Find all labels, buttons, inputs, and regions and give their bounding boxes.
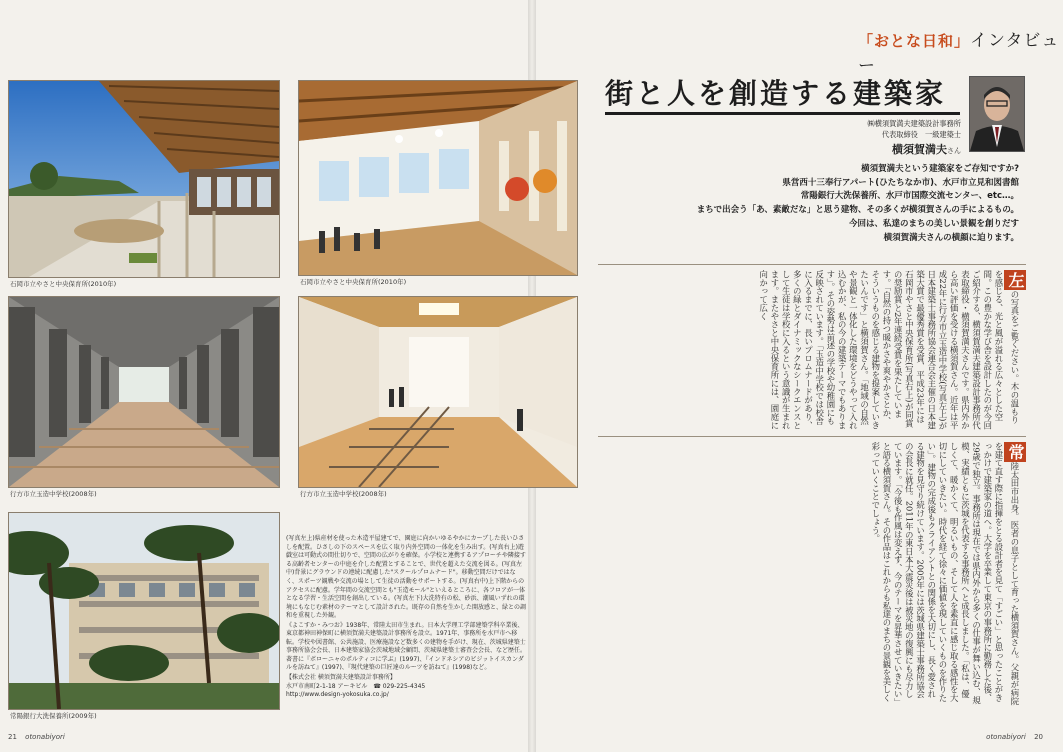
body-text-lower bbox=[598, 442, 1026, 706]
person-name-text: 横須賀満夫 bbox=[892, 143, 947, 156]
caption-photo-2: 石岡市立やさと中央保育所(2010年) bbox=[300, 278, 407, 286]
architect-bio bbox=[286, 622, 526, 700]
page-number-left: 21 bbox=[8, 733, 17, 741]
article-title: 街と人を創造する建築家 bbox=[605, 77, 947, 110]
photo-bank-resort-image bbox=[9, 513, 279, 709]
photo-school-interior-image bbox=[299, 297, 577, 487]
body-upper-text: の写真をご覧ください。木の温もりを感じる、光と風が溢れる広々とした空間。この豊かな学び舎を設計したのが今回ご紹介する、横須賀満夫建築設計事務所代表取締役・横須賀満夫さんです。県内外から高い評価を受ける横須賀さん。近年は平成22年に行方市立玉造中学校(写真左上)が日本建築士事務所協会連合会主催の日本建築大賞で最優秀賞を受賞、平成23年には石岡市やさと中央保育所(写真右上)が同賞の奨励賞と2年連続受賞を果たしています。「自然の持つ暖かさや爽やかさとか、そういうものを感じる建物を提案していきたいんです」と横須賀さん。「地域の自然や景観と一体化した環境をどうやって入れ込むかが、私の今の建築テーマでもあります」。その姿勢は前述の学校や幼稚園にも反映されています。「玉造中学校では校舎に入るまでに、長いプロムナードがあり、多くの緑とダイナミックなシークエンスとして生徒は学校に入るという意識が生まれます。またやさと中央保育所には、園庭に向かって広く bbox=[758, 270, 1020, 430]
body-lower-text: 陸太田市出身。医者の息子として育った横須賀さん。父親が病院を建て直す際に指揮をとる設計者を見て「すごい」と思ったことがきっかけで建築家の道へ。大学を卒業して東京の事務所に勤務した後、29歳で独立。事務所は現在では県内外から多くの仕事が舞い込む、規模、実績ともに茨城を代表する事務所へと成長しました。「私は、優しくて、暖かくて、明るいもの、そして人を素直に感じ取る感性を大切にしていきたい。時代を経て徐々に価値を現していくものを作りたい」。建物の完成後もクライアントとの関係を大切にし、長く愛される建物を見守り続けています。2005年には茨城県建築士事務所協会の会長に就任。2011年の東日本大震災後は被災地の復興にも尽力しています。「今後も作風は変えず、今のテーマを昇華させていきたい」と語る横須賀さん。その作品はこれからも私達のまちの景観を美しく彩っていくことでしょう。 bbox=[870, 442, 1020, 706]
organization bbox=[868, 118, 961, 140]
bio-profile: 《よこすか・みつお》1938年、常陸太田市生まれ。日本大学理工学部建築学科卒業後、東京都神田神保町に横須賀満夫建築設計事務所を設立。1971年、事務所を水戸市へ移転。学校や図書館、公共施設、医療施設など数多くの建物を手がけ、現在、茨城県建築士事務所協会会長、日本建築家協会茨城地域会顧問、茨城県建築士審査会会長、など歴任。著書に『ボローニャのポルティコに学ぶ』(1997)、『インドネシアのビジットイスカンダルを訪ねて』(1997)、『現代建築の巨匠達のルーツを訪ねて』(1998)など。 bbox=[286, 622, 527, 672]
org-line-1: ㈱横須賀満夫建築設計事務所 bbox=[867, 119, 961, 128]
drop-cap-lower: 常 bbox=[1006, 444, 1025, 460]
photo-description-block bbox=[286, 535, 526, 621]
honorific: さん bbox=[947, 147, 961, 155]
bio-address: 水戸市南町2-1-18 アーキビル ☎ 029-225-4345 bbox=[286, 682, 426, 690]
section-rule-top bbox=[598, 264, 1026, 265]
bio-url: http://www.design-yokosuka.co.jp/ bbox=[286, 691, 389, 699]
body-text-upper bbox=[598, 270, 1026, 430]
footer-right bbox=[986, 733, 1043, 741]
drop-cap-upper: 左 bbox=[1006, 272, 1025, 288]
bio-company: 【株式会社 横須賀満夫建築設計事務所】 bbox=[286, 674, 396, 682]
portrait-photo bbox=[969, 76, 1025, 152]
person-name bbox=[892, 141, 961, 157]
section-rule-middle bbox=[598, 436, 1026, 437]
footer-left bbox=[8, 733, 65, 741]
org-line-2: 代表取締役 一級建築士 bbox=[881, 130, 961, 139]
series-main: 「おとな日和」 bbox=[858, 32, 971, 50]
photo-nursery-exterior bbox=[8, 80, 280, 278]
caption-photo-3: 行方市立玉造中学校(2008年) bbox=[10, 490, 97, 498]
lead-line-1: 横須賀満夫という建築家をご存知ですか? bbox=[861, 164, 1019, 174]
magazine-name-left: otonabiyori bbox=[25, 733, 65, 741]
caption-photo-4: 行方市立玉造中学校(2008年) bbox=[300, 490, 387, 498]
photo-nursery-interior bbox=[298, 80, 578, 276]
lead-line-2: 県営西十三奉行アパート(ひたちなか市)、水戸市立見和図書館 bbox=[782, 177, 1019, 188]
photo-bank-resort bbox=[8, 512, 280, 710]
lead-line-6: 横須賀満夫さんの横顔に迫ります。 bbox=[883, 232, 1019, 243]
series-sub: インタビュー bbox=[858, 31, 1060, 76]
title-underline bbox=[605, 112, 960, 115]
magazine-name-right: otonabiyori bbox=[986, 733, 1026, 741]
photo-school-interior bbox=[298, 296, 578, 488]
caption-photo-1: 石岡市立やさと中央保育所(2010年) bbox=[10, 280, 117, 288]
photo-nursery-exterior-image bbox=[9, 81, 279, 277]
lead-paragraph bbox=[599, 163, 1019, 245]
photo-school-colonnade bbox=[8, 296, 280, 488]
photo-description-text: (写真左上)県産材を使った木造平屋建てで、園庭に向かいゆるやかにカーブした長いひさしを配置。ひさしの下のスペースを広く取り内外空間の一体化を生み出す。(写真右上)遊戯室は可動式の間仕切りで、空間の広がりを確保。小学校と連携するアプローチや隣接する高齢者センターの中庭を介した配置とすることで、世代を超えた交流を図る。(写真左中)背景にグラウンドの連続に配慮した"スクールプロムナード"。移動空間だけではなく、スポーツ観戦や交流の場として生徒の活動をサポートする。(写真右中)上下階からのアクセスに配慮。学年間の交流空間とも"玉造モール"といえるところに、各フロアが一体となる学習・生活空間を創出している。(写真左下)大洗特有の松、砂浜、潮風いずれの環境にもなじむ素材のテーマとして設計された。既存の自然を生かした開放感と、緑との調和を重視した外観。 bbox=[286, 535, 527, 620]
lead-line-3: 常陽銀行大洗保養所、水戸市国際交流センター、etc…。 bbox=[800, 191, 1019, 202]
portrait-image bbox=[970, 77, 1024, 151]
series-title bbox=[858, 26, 1063, 76]
caption-photo-5: 常陽銀行大洗保養所(2009年) bbox=[10, 712, 97, 720]
page-number-right: 20 bbox=[1034, 733, 1043, 741]
lead-line-5: 今回は、私達のまちの美しい景観を創りだす bbox=[848, 218, 1019, 229]
photo-school-colonnade-image bbox=[9, 297, 279, 487]
photo-nursery-interior-image bbox=[299, 81, 577, 275]
lead-line-4: まちで出会う「あ、素敵だな」と思う建物、その多くが横須賀さんの手によるもの。 bbox=[696, 205, 1019, 216]
